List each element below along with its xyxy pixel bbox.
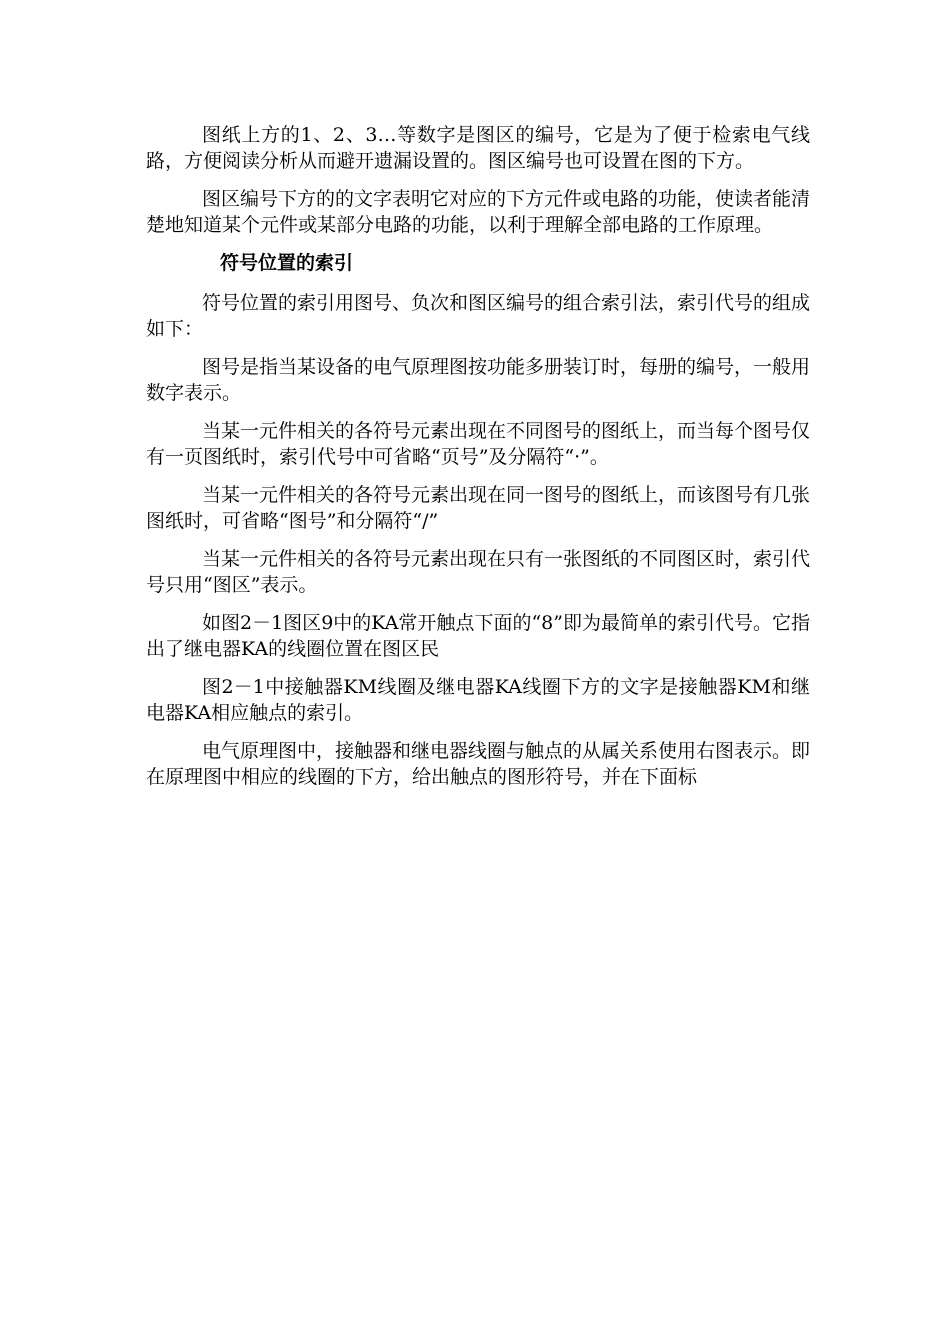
paragraph-different-drawings: 当某一元件相关的各符号元素出现在不同图号的图纸上，而当每个图号仅有一页图纸时，索引代号中可省略“页号”及分隔符“·”。 xyxy=(146,420,811,468)
paragraph-same-drawing: 当某一元件相关的各符号元素出现在同一图号的图纸上，而该图号有几张图纸时，可省略“图号”和分隔符“/” xyxy=(146,484,811,532)
paragraph-area-numbering: 图纸上方的1、2、3…等数字是图区的编号，它是为了便于检索电气线路，方便阅读分析从而避开遗漏设置的。图区编号也可设置在图的下方。 xyxy=(146,124,810,172)
paragraph-example-ka: 如图2－1图区9中的KA常开触点下面的“8”即为最简单的索引代号。它指出了继电器KA的线圈位置在图区民 xyxy=(146,612,810,660)
paragraph-index-composition: 符号位置的索引用图号、负次和图区编号的组合索引法，索引代号的组成如下： xyxy=(146,292,811,340)
section-heading: 符号位置的索引 xyxy=(220,252,354,274)
paragraph-drawing-number: 图号是指当某设备的电气原理图按功能多册装订时，每册的编号，一般用数字表示。 xyxy=(146,356,811,404)
paragraph-single-sheet: 当某一元件相关的各符号元素出现在只有一张图纸的不同图区时，索引代号只用“图区”表示。 xyxy=(146,548,811,596)
paragraph-area-function-text: 图区编号下方的的文字表明它对应的下方元件或电路的功能，使读者能清楚地知道某个元件或某部分电路的功能，以利于理解全部电路的工作原理。 xyxy=(146,188,811,236)
paragraph-coil-contact-relation: 电气原理图中，接触器和继电器线圈与触点的从属关系使用右图表示。即在原理图中相应的线圈的下方，给出触点的图形符号，并在下面标 xyxy=(146,740,811,788)
document-body xyxy=(146,122,810,802)
paragraph-km-ka-index: 图2－1中接触器KM线圈及继电器KA线圈下方的文字是接触器KM和继电器KA相应触点的索引。 xyxy=(146,676,810,724)
